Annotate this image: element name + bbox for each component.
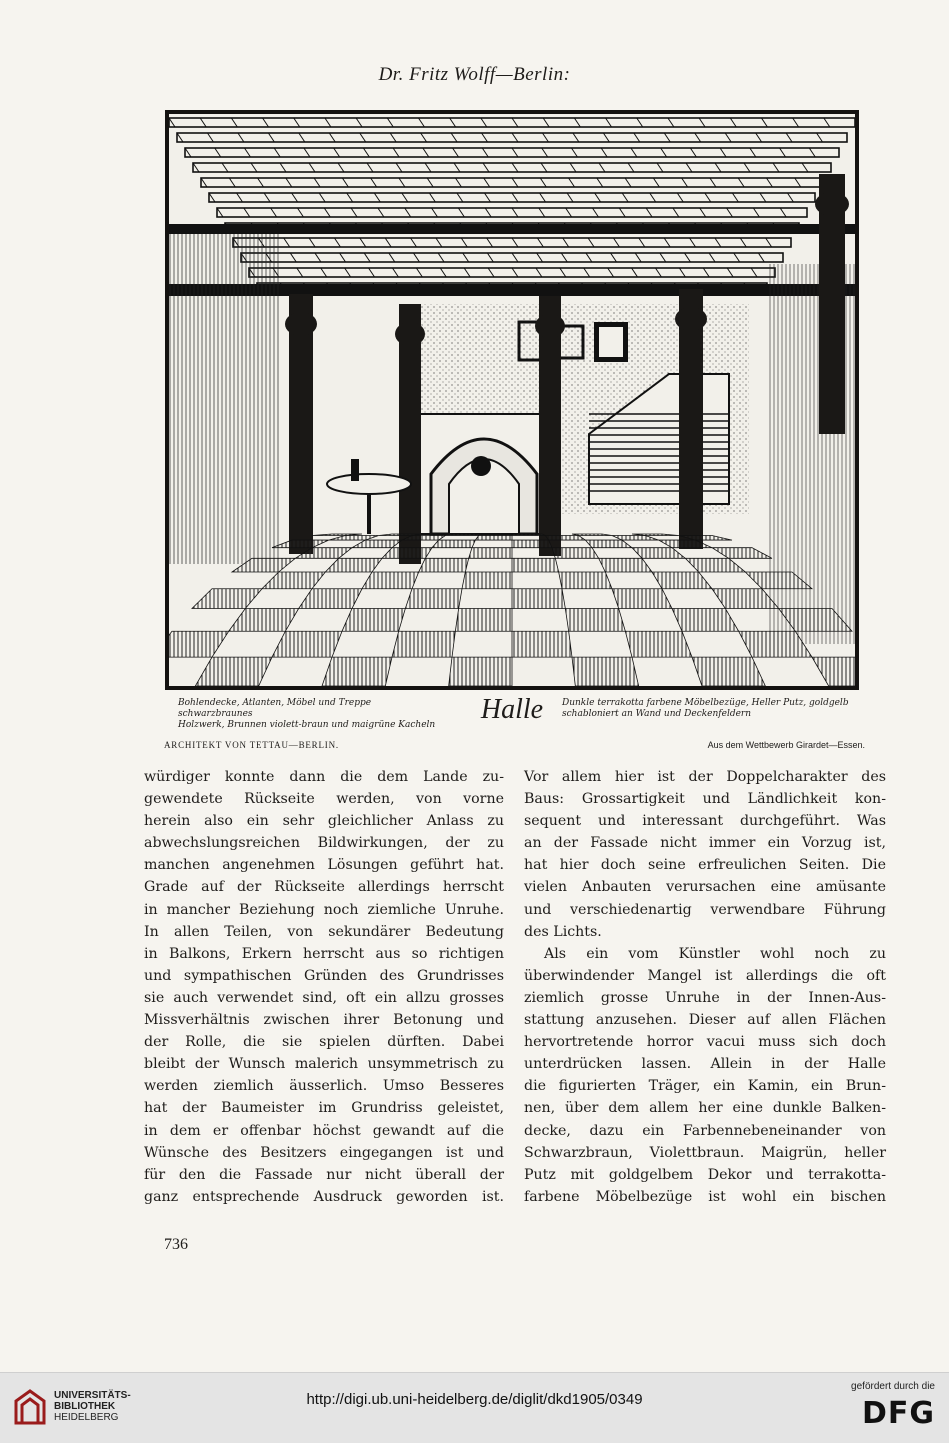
text-line: in dem er offenbar höchst gewandt auf die	[144, 1122, 504, 1139]
legend-right-line-2: schabloniert an Wand und Deckenfeldern	[562, 709, 752, 719]
legend-left-line-1: Bohlendecke, Atlanten, Möbel und Treppe schwarzbraunes	[178, 698, 372, 719]
right-column	[524, 766, 886, 1208]
viewer-footer	[0, 1372, 949, 1443]
page-number: 736	[164, 1236, 188, 1253]
competition-credit: Aus dem Wettbewerb Girardet—Essen.	[707, 740, 865, 750]
library-name-line-3: HEIDELBERG	[54, 1412, 119, 1423]
text-line: überwindender Mangel ist allerdings die oft	[524, 967, 886, 984]
fireplace	[419, 414, 549, 534]
text-line: der Rolle, die sie spielen dürften. Dabei	[144, 1034, 504, 1051]
dfg-logo: DFG	[861, 1396, 935, 1431]
text-line: manchen angenehmen Lösungen geführt hat.	[144, 857, 504, 874]
figure-legend	[170, 694, 860, 730]
legend-left	[178, 698, 448, 731]
text-line: Grade auf der Rückseite allerdings herrscht	[144, 879, 504, 896]
library-name-line-2: BIBLIOTHEK	[54, 1401, 116, 1412]
text-line: Wünsche des Besitzers eingegangen ist und	[144, 1144, 504, 1161]
illustration-hall	[165, 110, 859, 690]
legend-right-line-1: Dunkle terrakotta farbene Möbelbezüge, Heller Putz, goldgelb	[562, 698, 849, 708]
text-line: unterdrücken lassen. Allein in der Halle	[524, 1056, 886, 1073]
text-line: sie auch verwendet sind, oft ein allzu grosses	[144, 989, 504, 1006]
text-line: hervortretende horror vacui muss sich doch	[524, 1034, 886, 1051]
text-line: würdiger konnte dann die dem Lande zu-	[144, 769, 504, 785]
text-line: vielen Anbauten verursachen eine amüsante	[524, 879, 886, 896]
text-line: Vor allem hier ist der Doppelcharakter des	[524, 769, 886, 785]
text-line: Schwarzbraun, Violettbraun. Maigrün, heller	[524, 1144, 886, 1161]
hall-drawing	[169, 114, 855, 686]
text-line: und verschiedenartig verwendbare Führung	[524, 901, 886, 918]
text-line: für den die Fassade nur nicht überall der	[144, 1166, 504, 1183]
text-line: Missverhältnis zwischen ihrer Betonung und	[144, 1012, 504, 1029]
text-line: stattung anzusehen. Dieser auf allen Flächen	[524, 1012, 886, 1029]
architect-credit: ARCHITEKT VON TETTAU—BERLIN.	[164, 740, 339, 750]
text-line: abwechslungsreichen Bildwirkungen, der zu	[144, 835, 504, 852]
right-paragraph-2	[524, 943, 886, 1208]
text-line: bleibt der Wunsch malerich unsymmetrisch zu	[144, 1056, 504, 1073]
text-line: herein also ein sehr gleichlicher Anlass zu	[144, 813, 504, 830]
text-line: in mancher Beziehung noch ziemliche Unruhe.	[144, 901, 504, 918]
figure-title: Halle	[480, 694, 544, 725]
text-line: gewendete Rückseite werden, von vorne	[144, 791, 504, 808]
left-column	[144, 766, 504, 1208]
text-line: In allen Teilen, von sekundärer Bedeutung	[144, 923, 504, 940]
text-line: an der Fassade nicht immer ein Vorzug ist,	[524, 835, 886, 852]
text-line: Baus: Grossartigkeit und Ländlichkeit kon-	[524, 791, 886, 808]
running-head: Dr. Fritz Wolff—Berlin:	[378, 64, 571, 85]
sponsor-label: gefördert durch die	[851, 1381, 935, 1392]
text-line: Als ein vom Künstler wohl noch zu	[544, 945, 886, 962]
text-line: ganz entsprechende Ausdruck geworden ist.	[144, 1188, 504, 1205]
text-line: decke, dazu ein Farbennebeneinander von	[524, 1122, 886, 1139]
text-line: hat der Baumeister im Grundriss geleistet,	[144, 1100, 504, 1117]
text-line: ziemlich grosse Unruhe in der Innen-Aus-	[524, 989, 886, 1006]
sponsor	[851, 1381, 935, 1431]
text-line: sequent und interessant durchgeführt. Was	[524, 813, 886, 830]
legend-left-line-2: Holzwerk, Brunnen violett-braun und maigrüne Kacheln	[178, 720, 436, 730]
permalink-url[interactable]: http://digi.ub.uni-heidelberg.de/diglit/dkd1905/0349	[306, 1391, 643, 1408]
text-line: werden ziemlich äusserlich. Umso Besseres	[144, 1078, 504, 1095]
text-line: hat hier doch seine erfreulichen Seiten. Die	[524, 857, 886, 874]
right-paragraph-1	[524, 766, 886, 943]
text-line: in Balkons, Erkern herrscht aus so richtigen	[144, 945, 504, 962]
legend-right	[562, 698, 852, 720]
text-line: Putz mit goldgelbem Dekor und terrakotta-	[524, 1166, 886, 1183]
library-name-line-1: UNIVERSITÄTS-	[54, 1390, 131, 1401]
text-line: farbene Möbelbezüge ist wohl ein bischen	[524, 1188, 886, 1205]
text-line: die figurierten Träger, ein Kamin, ein Brun-	[524, 1078, 886, 1095]
text-line: des Lichts.	[524, 923, 602, 940]
text-line: nen, über dem allem her eine dunkle Balken-	[524, 1100, 886, 1117]
text-line: und sympathischen Gründen des Grundrisses	[144, 967, 504, 984]
table	[327, 459, 411, 534]
